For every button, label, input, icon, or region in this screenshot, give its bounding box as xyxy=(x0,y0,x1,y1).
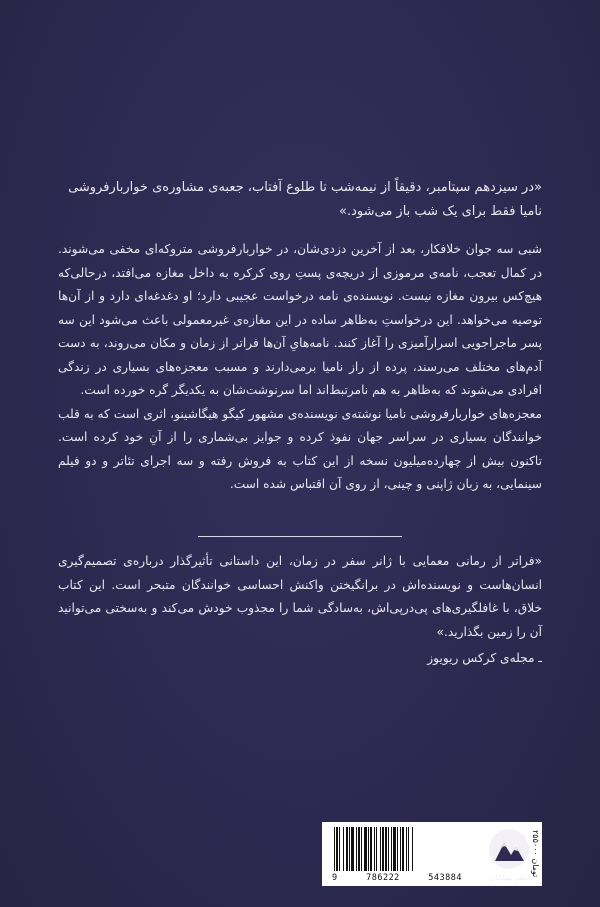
summary-paragraph: شبی سه جوان خلافکار، بعد از آخرین دزدی‌شان، در خواربارفروشی متروکه‌ای مخفی می‌شوند. در کمال تعجب، نامه‌ی مرموزی از دریچه‌ی پستِ روی کرکره به داخل مغازه می‌افتد، درحالی‌که هیچ‌کس بیرون مغازه نیست. نویسنده‌ی نامه درخواست عجیبی دارد؛ او دغدغه‌ای دارد و از آن‌ها توصیه می‌خواهد. این درخواستِ به‌ظاهر ساده در این مغازه‌ی غیرمعمولی باعث می‌شود این سه پسر ماجراجویی اسرارآمیزی را آغاز کنند. نامه‌هایِ آن‌ها فراتر از زمان و مکان می‌روند، به دست آدم‌های مختلف می‌رسند، پرده از راز نامیا برمی‌دارند و مسبب معجزه‌های بسیاری در زندگی افرادی می‌شوند که به‌ظاهر به هم نامرتبط‌اند اما سرنوشت‌شان به یکدیگر گره خورده است. xyxy=(58,242,542,397)
barcode-bar xyxy=(334,827,335,871)
section-divider xyxy=(198,536,402,537)
mountains-circle-logo-icon xyxy=(487,827,531,871)
barcode-bar xyxy=(364,827,367,871)
barcode-bar xyxy=(393,827,396,871)
barcode-bar xyxy=(402,827,404,871)
barcode-bar xyxy=(412,827,413,871)
barcode-bar xyxy=(408,827,409,871)
barcode-bars xyxy=(334,827,469,871)
top-quote: «در سیزدهم سپتامبر، دقیقاً از نیمه‌شب تا طلوع آفتاب، جعبه‌ی مشاوره‌ی خواربارفروشی نامیا فقط برای یک شب باز می‌شود.» xyxy=(68,180,542,219)
barcode-bar xyxy=(385,827,387,871)
barcode-bar xyxy=(406,827,407,871)
barcode-bar xyxy=(346,827,348,871)
barcode-bar xyxy=(400,827,401,871)
barcode-bar xyxy=(358,827,360,871)
barcode-bar xyxy=(397,827,398,871)
barcode-bar xyxy=(370,827,372,871)
publisher-logo xyxy=(476,822,542,886)
review-source: ـ مجله‌ی کرکس ریویوز xyxy=(427,651,542,665)
barcode-bar xyxy=(343,827,344,871)
publisher-name: نشر میلکان xyxy=(489,872,529,882)
barcode-bar xyxy=(374,827,375,871)
barcode-bar xyxy=(382,827,384,871)
barcode-bar xyxy=(380,827,381,871)
review-block xyxy=(58,550,542,671)
barcode-bar xyxy=(388,827,389,871)
barcode-bar xyxy=(376,827,377,871)
barcode-bar xyxy=(391,827,392,871)
barcode-bar xyxy=(356,827,357,871)
price-label: ۲۵۵۰۰۰ تومان xyxy=(531,830,540,878)
book-summary xyxy=(58,238,542,497)
isbn-number xyxy=(332,873,462,883)
isbn-digit-group-1: 786222 xyxy=(366,873,400,883)
barcode-bar xyxy=(351,827,354,871)
isbn-digit-prefix: 9 xyxy=(332,873,338,883)
barcode-bar xyxy=(368,827,369,871)
barcode-bar xyxy=(361,827,362,871)
review-quote: «فراتر از رمانی معمایی با ژانر سفر در زمان، این داستانی تأثیرگذار درباره‌ی تصمیم‌گیری انسان‌هاست و نویسنده‌اش در برانگیختن واکنش احساسی خوانندگان متبحر است. این کتاب خلاق، با غافلگیری‌های پی‌درپی‌اش، به‌سادگی شما را مجذوب خودش می‌کند و به‌سختی می‌توانید آن را زمین بگذارید.» xyxy=(58,554,542,639)
summary-paragraph: معجزه‌های خواربارفروشی نامیا نوشته‌ی نویسنده‌ی مشهور کیگو هیگاشینو، اثری است که به قلب خوانندگان بسیاری در سراسر جهان نفوذ کرده و جوایز بی‌شماری را از آنِ خود کرده است. تاکنون بیش از چهارده‌میلیون نسخه از این کتاب به فروش رفته و سه اجرای تئاتر و دو فیلم سینمایی، به زبان ژاپنی و چینی، از روی آن اقتباس شده است. xyxy=(58,406,542,491)
barcode-bar xyxy=(336,827,338,871)
barcode-bar xyxy=(349,827,350,871)
barcode-bar xyxy=(339,827,340,871)
isbn-digit-group-2: 543884 xyxy=(428,873,462,883)
